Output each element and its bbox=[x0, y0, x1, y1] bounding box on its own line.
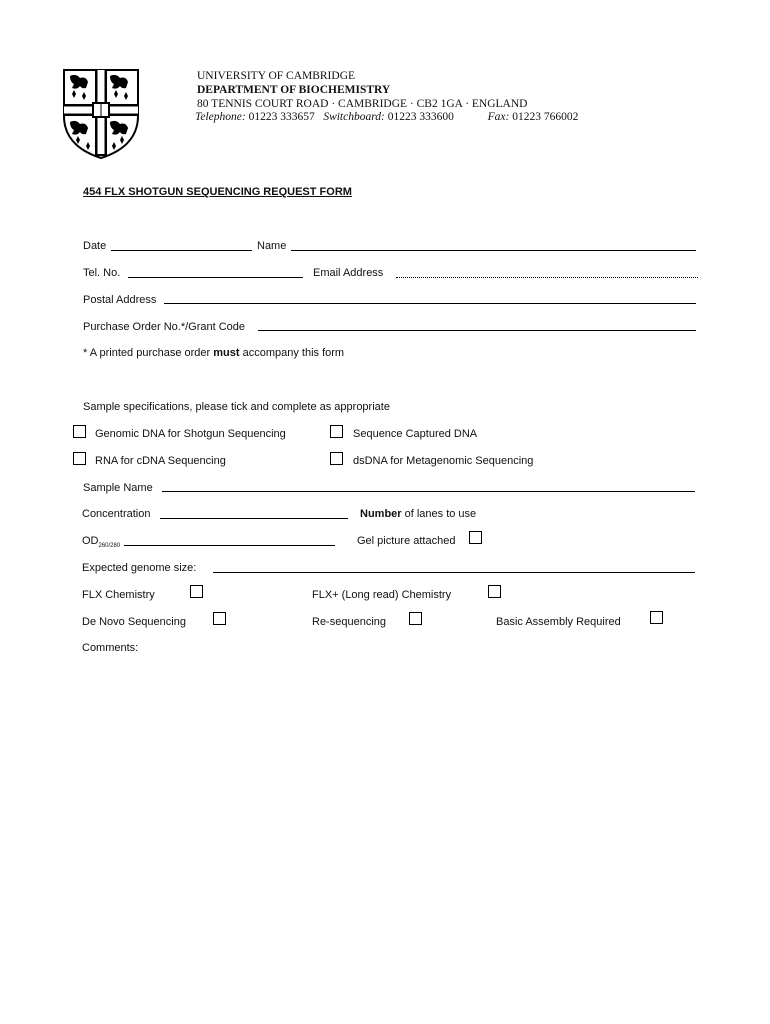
telephone-label: Telephone: bbox=[195, 111, 246, 123]
tel-label: Tel. No. bbox=[83, 267, 121, 279]
od-label-sub: 260/280 bbox=[98, 543, 121, 550]
seq-captured-checkbox[interactable] bbox=[330, 425, 343, 438]
po-note-bold: must bbox=[213, 347, 240, 359]
od-label bbox=[82, 535, 120, 553]
reseq-checkbox[interactable] bbox=[409, 612, 422, 625]
denovo-checkbox[interactable] bbox=[213, 612, 226, 625]
od-label-text: OD bbox=[82, 535, 99, 547]
switchboard-number: 01223 333600 bbox=[387, 111, 454, 123]
denovo-label: De Novo Sequencing bbox=[82, 616, 186, 628]
po-note-prefix: * A printed purchase order bbox=[83, 347, 214, 359]
assembly-checkbox[interactable] bbox=[650, 611, 663, 624]
name-field[interactable] bbox=[291, 250, 696, 251]
form-title: 454 FLX SHOTGUN SEQUENCING REQUEST FORM bbox=[83, 186, 352, 198]
contact-line bbox=[195, 110, 578, 124]
department-name: DEPARTMENT OF BIOCHEMISTRY bbox=[197, 84, 391, 96]
university-name: UNIVERSITY OF CAMBRIDGE bbox=[197, 70, 356, 82]
department-address: 80 TENNIS COURT ROAD · CAMBRIDGE · CB2 1GA · ENGLAND bbox=[197, 98, 528, 110]
lanes-label bbox=[360, 508, 476, 521]
postal-label: Postal Address bbox=[83, 294, 157, 306]
rna-label: RNA for cDNA Sequencing bbox=[95, 455, 226, 467]
po-note bbox=[83, 347, 344, 360]
genomic-dna-checkbox[interactable] bbox=[73, 425, 86, 438]
dsdna-label: dsDNA for Metagenomic Sequencing bbox=[353, 455, 534, 467]
genomic-dna-label: Genomic DNA for Shotgun Sequencing bbox=[95, 428, 286, 440]
flx-checkbox[interactable] bbox=[190, 585, 203, 598]
sample-spec-label: Sample specifications, please tick and complete as appropriate bbox=[83, 401, 390, 413]
lanes-label-bold: Number bbox=[360, 508, 402, 520]
date-label: Date bbox=[83, 240, 107, 252]
assembly-label: Basic Assembly Required bbox=[496, 616, 621, 628]
concentration-field[interactable] bbox=[160, 518, 348, 519]
lanes-label-rest: of lanes to use bbox=[401, 508, 477, 520]
flx-label: FLX Chemistry bbox=[82, 589, 155, 601]
email-label: Email Address bbox=[313, 267, 384, 279]
university-crest-logo bbox=[62, 68, 140, 160]
fax-number: 01223 766002 bbox=[512, 111, 579, 123]
postal-field[interactable] bbox=[164, 303, 696, 304]
po-note-suffix: accompany this form bbox=[239, 347, 345, 359]
rna-checkbox[interactable] bbox=[73, 452, 86, 465]
po-label: Purchase Order No.*/Grant Code bbox=[83, 321, 246, 333]
switchboard-label: Switchboard: bbox=[323, 111, 385, 123]
reseq-label: Re-sequencing bbox=[312, 616, 386, 628]
name-label: Name bbox=[257, 240, 287, 252]
email-field[interactable] bbox=[396, 277, 698, 278]
genome-size-field[interactable] bbox=[213, 572, 695, 573]
po-field[interactable] bbox=[258, 330, 696, 331]
tel-field[interactable] bbox=[128, 277, 303, 278]
date-field[interactable] bbox=[111, 250, 252, 251]
dsdna-checkbox[interactable] bbox=[330, 452, 343, 465]
gel-checkbox[interactable] bbox=[469, 531, 482, 544]
gel-label: Gel picture attached bbox=[357, 535, 456, 547]
genome-size-label: Expected genome size: bbox=[82, 562, 197, 574]
flx-plus-label: FLX+ (Long read) Chemistry bbox=[312, 589, 452, 601]
telephone-number: 01223 333657 bbox=[248, 111, 315, 123]
od-field[interactable] bbox=[124, 545, 335, 546]
flx-plus-checkbox[interactable] bbox=[488, 585, 501, 598]
fax-label: Fax: bbox=[487, 111, 510, 123]
comments-area[interactable] bbox=[82, 660, 696, 960]
seq-captured-label: Sequence Captured DNA bbox=[353, 428, 478, 440]
sample-name-label: Sample Name bbox=[83, 482, 153, 494]
sample-name-field[interactable] bbox=[162, 491, 695, 492]
concentration-label: Concentration bbox=[82, 508, 151, 520]
comments-label: Comments: bbox=[82, 642, 139, 654]
